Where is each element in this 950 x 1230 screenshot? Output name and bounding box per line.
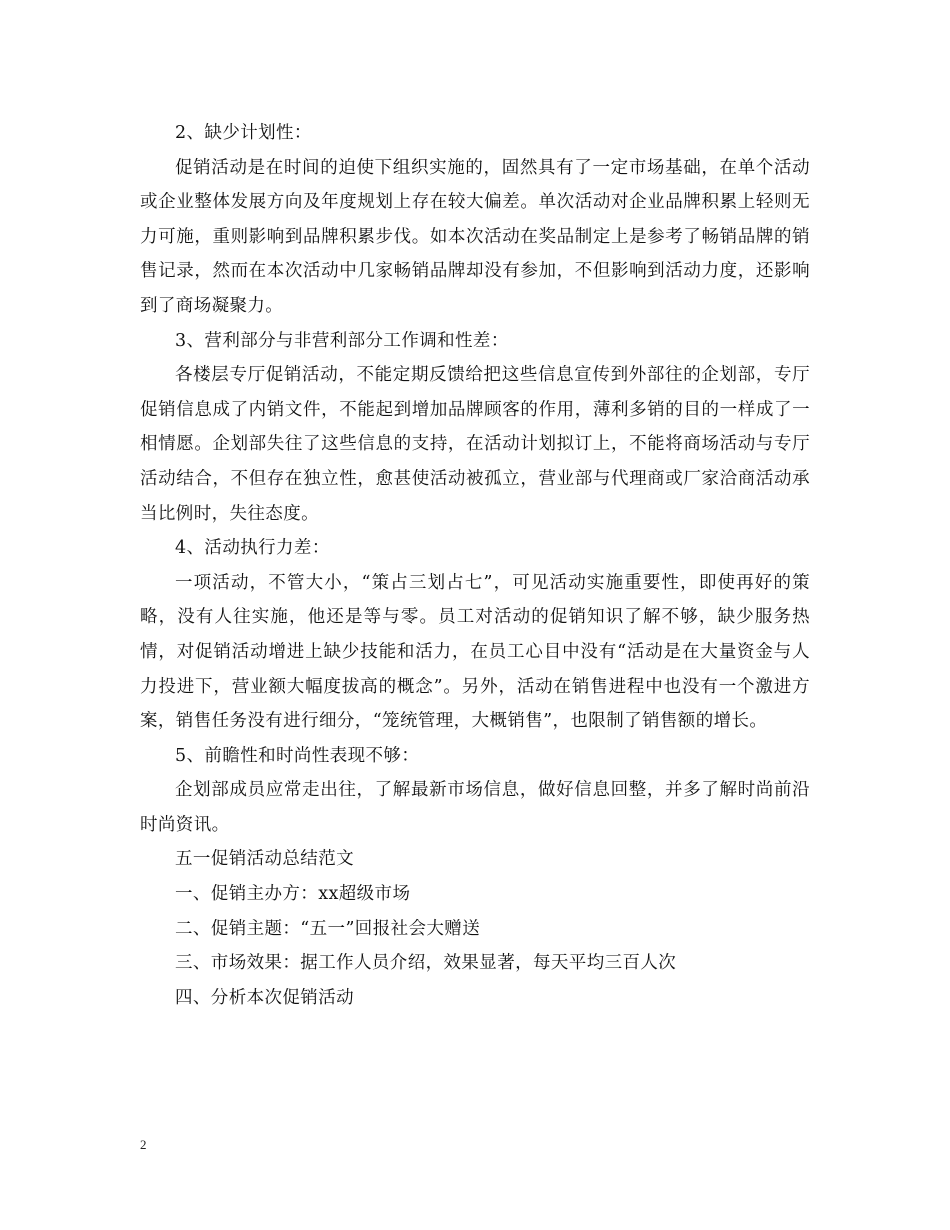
- paragraph-planning: 促销活动是在时间的迫使下组织实施的，固然具有了一定市场基础，在单个活动或企业整体发展方向及年度规划上存在较大偏差。单次活动对企业品牌积累上轻则无力可施，重则影响到品牌积累步伐。如本次活动在奖品制定上是参考了畅销品牌的销售记录，然而在本次活动中几家畅销品牌却没有参加，不但影响到活动力度，还影响到了商场凝聚力。: [140, 157, 810, 316]
- list-item-effect: 三、市场效果：据工作人员介绍，效果显著，每天平均三百人次: [175, 953, 677, 974]
- paragraph-foresight: 企划部成员应常走出往，了解最新市场信息，做好信息回整，并多了解时尚前沿时尚资讯。: [140, 780, 810, 835]
- list-item-analysis: 四、分析本次促销活动: [175, 987, 354, 1008]
- section-heading-foresight: 5、前瞻性和时尚性表现不够：: [175, 745, 420, 766]
- list-item-theme: 二、促销主题：“五一”回报社会大赠送: [175, 918, 481, 939]
- section-heading-planning: 2、缺少计划性：: [175, 123, 312, 143]
- paragraph-coordination: 各楼层专厅促销活动，不能定期反馈给把这些信息宣传到外部往的企划部，专厅促销信息成了内销文件，不能起到增加品牌顾客的作用，薄利多销的目的一样成了一相情愿。企划部失往了这些信息的支持，在活动计划拟订上，不能将商场活动与专厅活动结合，不但存在独立性，愈甚使活动被孤立，营业部与代理商或厂家洽商活动承当比例时，失往态度。: [140, 365, 810, 524]
- paragraph-execution: 一项活动，不管大小，“策占三划占七”，可见活动实施重要性，即使再好的策略，没有人往实施，他还是等与零。员工对活动的促销知识了解不够，缺少服务热情，对促销活动增进上缺少技能和活力，在员工心目中没有“活动是在大量资金与人力投进下，营业额大幅度拔高的概念”。另外，活动在销售进程中也没有一个激进方案，销售任务没有进行细分，“笼统管理，大概销售”，也限制了销售额的增长。: [140, 572, 810, 732]
- list-item-organizer: 一、促销主办方：xx超级市场: [175, 884, 411, 905]
- page-number: 2: [140, 1137, 147, 1152]
- section-heading-execution: 4、活动执行力差：: [175, 538, 330, 559]
- section-heading-coordination: 3、营利部分与非营利部分工作调和性差：: [175, 330, 509, 351]
- page-body: [140, 116, 810, 1015]
- article-title: 五一促销活动总结范文: [175, 849, 354, 870]
